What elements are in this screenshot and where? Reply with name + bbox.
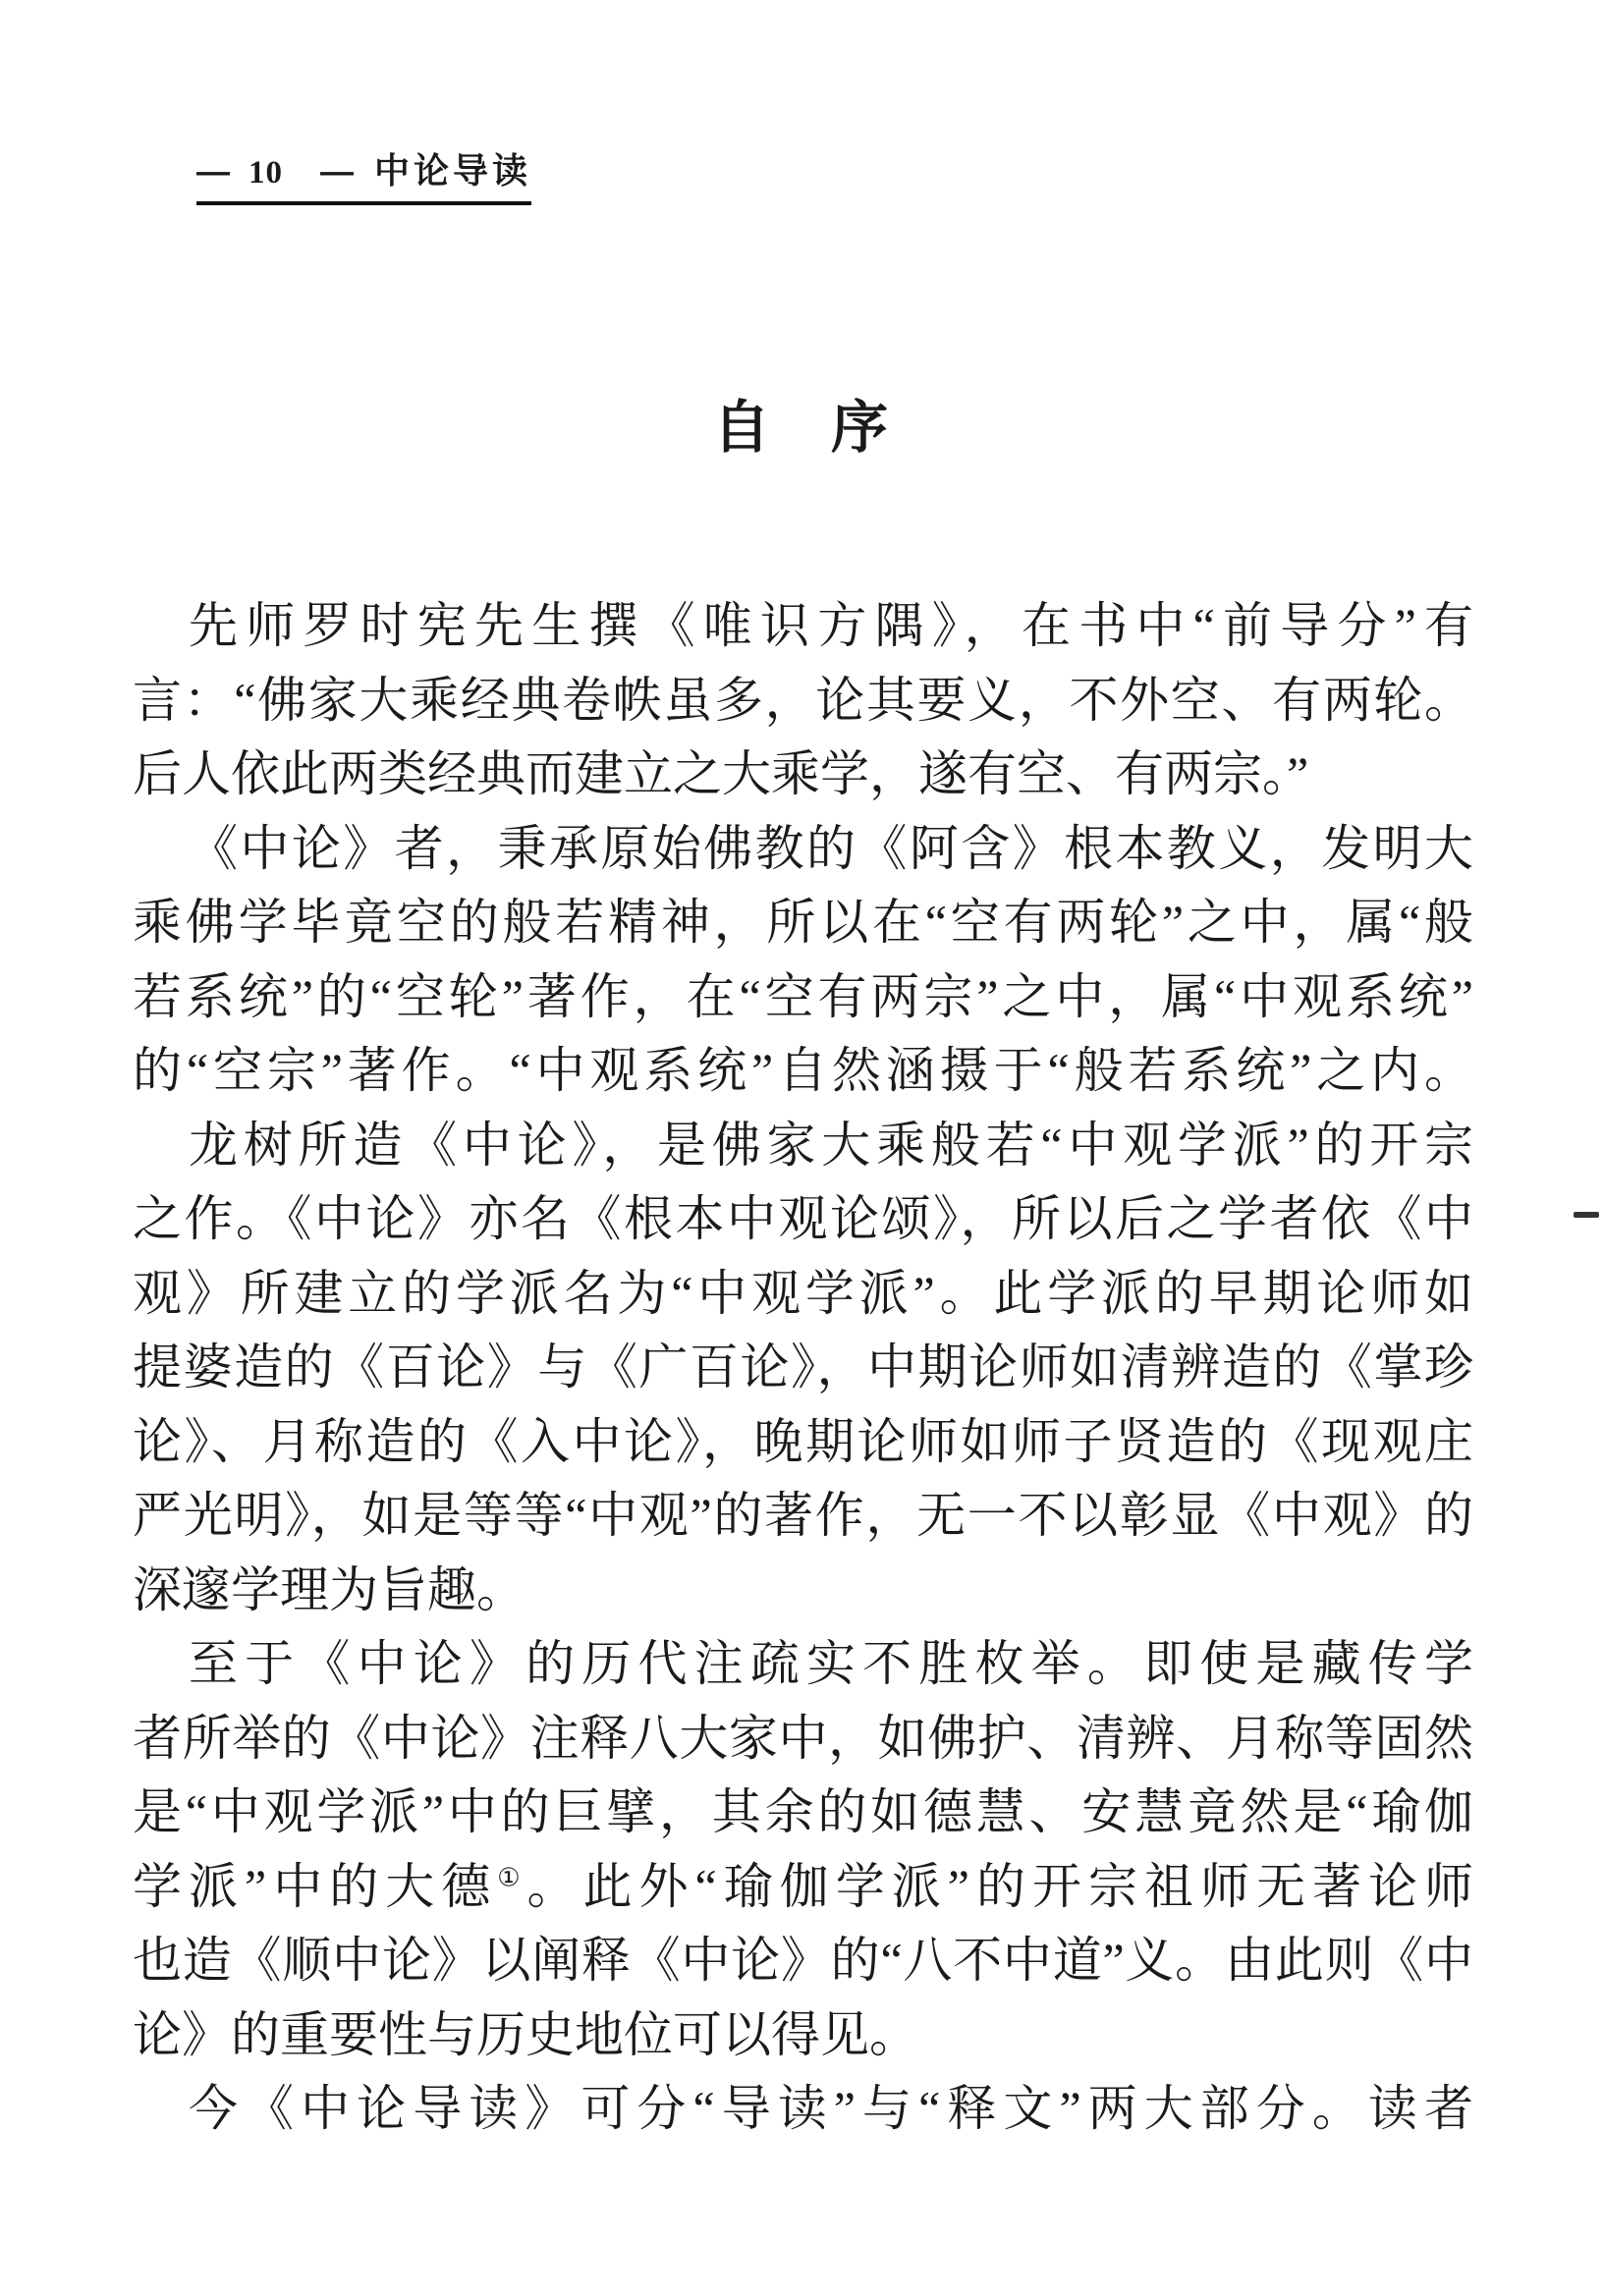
body-line: 也造《顺中论》以阐释《中论》的“八不中道”义。由此则《中 [133,1933,1473,1988]
body-line: 严光明》，如是等等“中观”的著作，无一不以彰显《中观》的 [133,1488,1473,1543]
header-dash-right: — [320,153,355,191]
body-line: 若系统”的“空轮”著作，在“空有两宗”之中，属“中观系统” [133,968,1473,1024]
book-title: 中论导读 [374,151,532,191]
body-line: 学派”中的大德①。此外“瑜伽学派”的开宗祖师无著论师 [133,1858,1473,1914]
body-line: 至于《中论》的历代注疏实不胜枚举。即使是藏传学 [189,1636,1473,1691]
scan-artifact-dash [1574,1212,1599,1218]
body-line: 言：“佛家大乘经典卷帙虽多，论其要义，不外空、有两轮。 [133,672,1473,728]
body-line: 深邃学理为旨趣。 [133,1561,525,1617]
body-line: 乘佛学毕竟空的般若精神，所以在“空有两轮”之中，属“般 [133,895,1473,950]
body-line: 之作。《中论》亦名《根本中观论颂》，所以后之学者依《中 [133,1191,1473,1246]
body-line: 的“空宗”著作。“中观系统”自然涵摄于“般若系统”之内。 [133,1043,1473,1098]
body-line: 先师罗时宪先生撰《唯识方隅》，在书中“前导分”有 [189,598,1473,653]
running-header [196,143,531,205]
body-line: 后人依此两类经典而建立之大乘学，遂有空、有两宗。” [133,746,1309,801]
body-text [133,589,1473,2147]
page-number: 10 [249,155,283,191]
body-line: 者所举的《中论》注释八大家中，如佛护、清辨、月称等固然 [133,1710,1473,1766]
body-line: 《中论》者，秉承原始佛教的《阿含》根本教义，发明大 [189,820,1473,876]
body-line: 龙树所造《中论》，是佛家大乘般若“中观学派”的开宗 [189,1117,1473,1173]
header-dash-left: — [196,153,231,191]
body-line: 是“中观学派”中的巨擘，其余的如德慧、安慧竟然是“瑜伽 [133,1784,1473,1839]
body-line: 观》所建立的学派名为“中观学派”。此学派的早期论师如 [133,1265,1473,1321]
body-line: 论》的重要性与历史地位可以得见。 [133,2006,918,2062]
body-line: 提婆造的《百论》与《广百论》，中期论师如清辨造的《掌珍 [133,1339,1473,1394]
chapter-title: 自 序 [712,396,890,460]
footnote-marker: ① [497,1862,527,1891]
body-line: 论》、月称造的《入中论》，晚期论师如师子贤造的《现观庄 [133,1413,1473,1469]
body-line: 今《中论导读》可分“导读”与“释文”两大部分。读者 [189,2081,1473,2136]
